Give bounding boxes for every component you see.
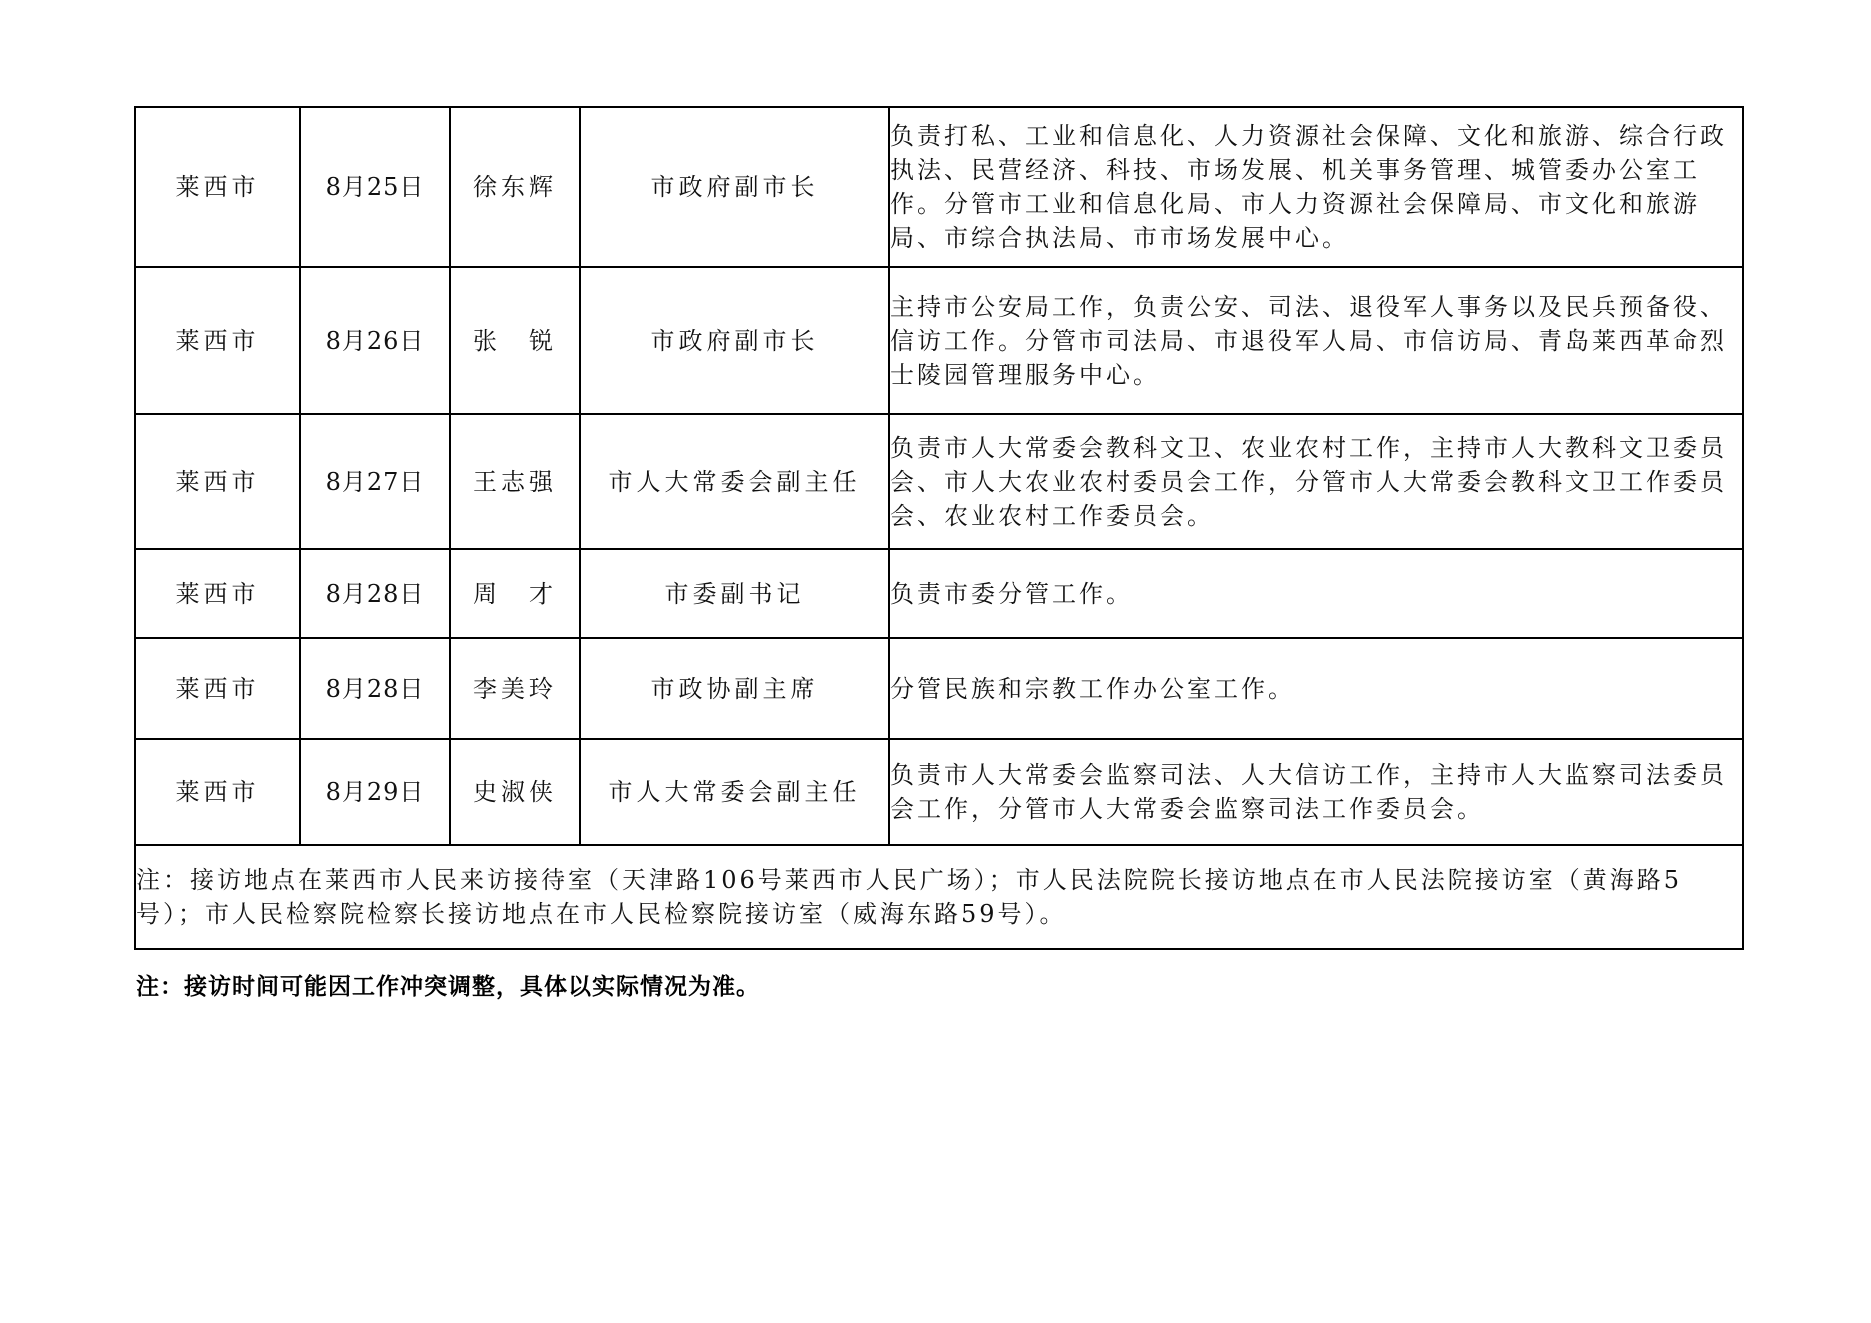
table-row [135, 638, 1743, 739]
date-cell: 8月29日 [300, 739, 450, 845]
duties-cell: 负责市人大常委会教科文卫、农业农村工作，主持市人大教科文卫委员会、市人大农业农村委员会工作，分管市人大常委会教科文卫工作委员会、农业农村工作委员会。 [889, 414, 1743, 549]
footer-note: 注：接访时间可能因工作冲突调整，具体以实际情况为准。 [136, 974, 760, 1000]
name-cell: 张 锐 [450, 267, 580, 414]
area-cell: 莱西市 [135, 107, 300, 267]
name-cell: 李美玲 [450, 638, 580, 739]
duties-cell: 负责市委分管工作。 [889, 549, 1743, 638]
name-cell: 周 才 [450, 549, 580, 638]
position-cell: 市政府副市长 [580, 267, 889, 414]
duties-cell: 负责打私、工业和信息化、人力资源社会保障、文化和旅游、综合行政执法、民营经济、科技、市场发展、机关事务管理、城管委办公室工作。分管市工业和信息化局、市人力资源社会保障局、市文化和旅游局、市综合执法局、市市场发展中心。 [889, 107, 1743, 267]
table-row [135, 267, 1743, 414]
duties-cell: 负责市人大常委会监察司法、人大信访工作，主持市人大监察司法委员会工作，分管市人大常委会监察司法工作委员会。 [889, 739, 1743, 845]
reception-schedule-table [134, 106, 1744, 950]
table-row [135, 414, 1743, 549]
area-cell: 莱西市 [135, 414, 300, 549]
table-row [135, 739, 1743, 845]
name-cell: 王志强 [450, 414, 580, 549]
duties-cell: 分管民族和宗教工作办公室工作。 [889, 638, 1743, 739]
name-cell: 徐东辉 [450, 107, 580, 267]
date-cell: 8月28日 [300, 638, 450, 739]
duties-cell: 主持市公安局工作，负责公安、司法、退役军人事务以及民兵预备役、信访工作。分管市司法局、市退役军人局、市信访局、青岛莱西革命烈士陵园管理服务中心。 [889, 267, 1743, 414]
position-cell: 市人大常委会副主任 [580, 414, 889, 549]
table-row [135, 549, 1743, 638]
table-note: 注：接访地点在莱西市人民来访接待室（天津路106号莱西市人民广场）；市人民法院院长接访地点在市人民法院接访室（黄海路5号）；市人民检察院检察长接访地点在市人民检察院接访室（威海东路59号）。 [135, 845, 1743, 949]
date-cell: 8月28日 [300, 549, 450, 638]
table-note-row [135, 845, 1743, 949]
area-cell: 莱西市 [135, 638, 300, 739]
position-cell: 市委副书记 [580, 549, 889, 638]
area-cell: 莱西市 [135, 739, 300, 845]
position-cell: 市人大常委会副主任 [580, 739, 889, 845]
position-cell: 市政协副主席 [580, 638, 889, 739]
position-cell: 市政府副市长 [580, 107, 889, 267]
date-cell: 8月26日 [300, 267, 450, 414]
date-cell: 8月27日 [300, 414, 450, 549]
area-cell: 莱西市 [135, 549, 300, 638]
date-cell: 8月25日 [300, 107, 450, 267]
area-cell: 莱西市 [135, 267, 300, 414]
name-cell: 史淑侠 [450, 739, 580, 845]
table-row [135, 107, 1743, 267]
